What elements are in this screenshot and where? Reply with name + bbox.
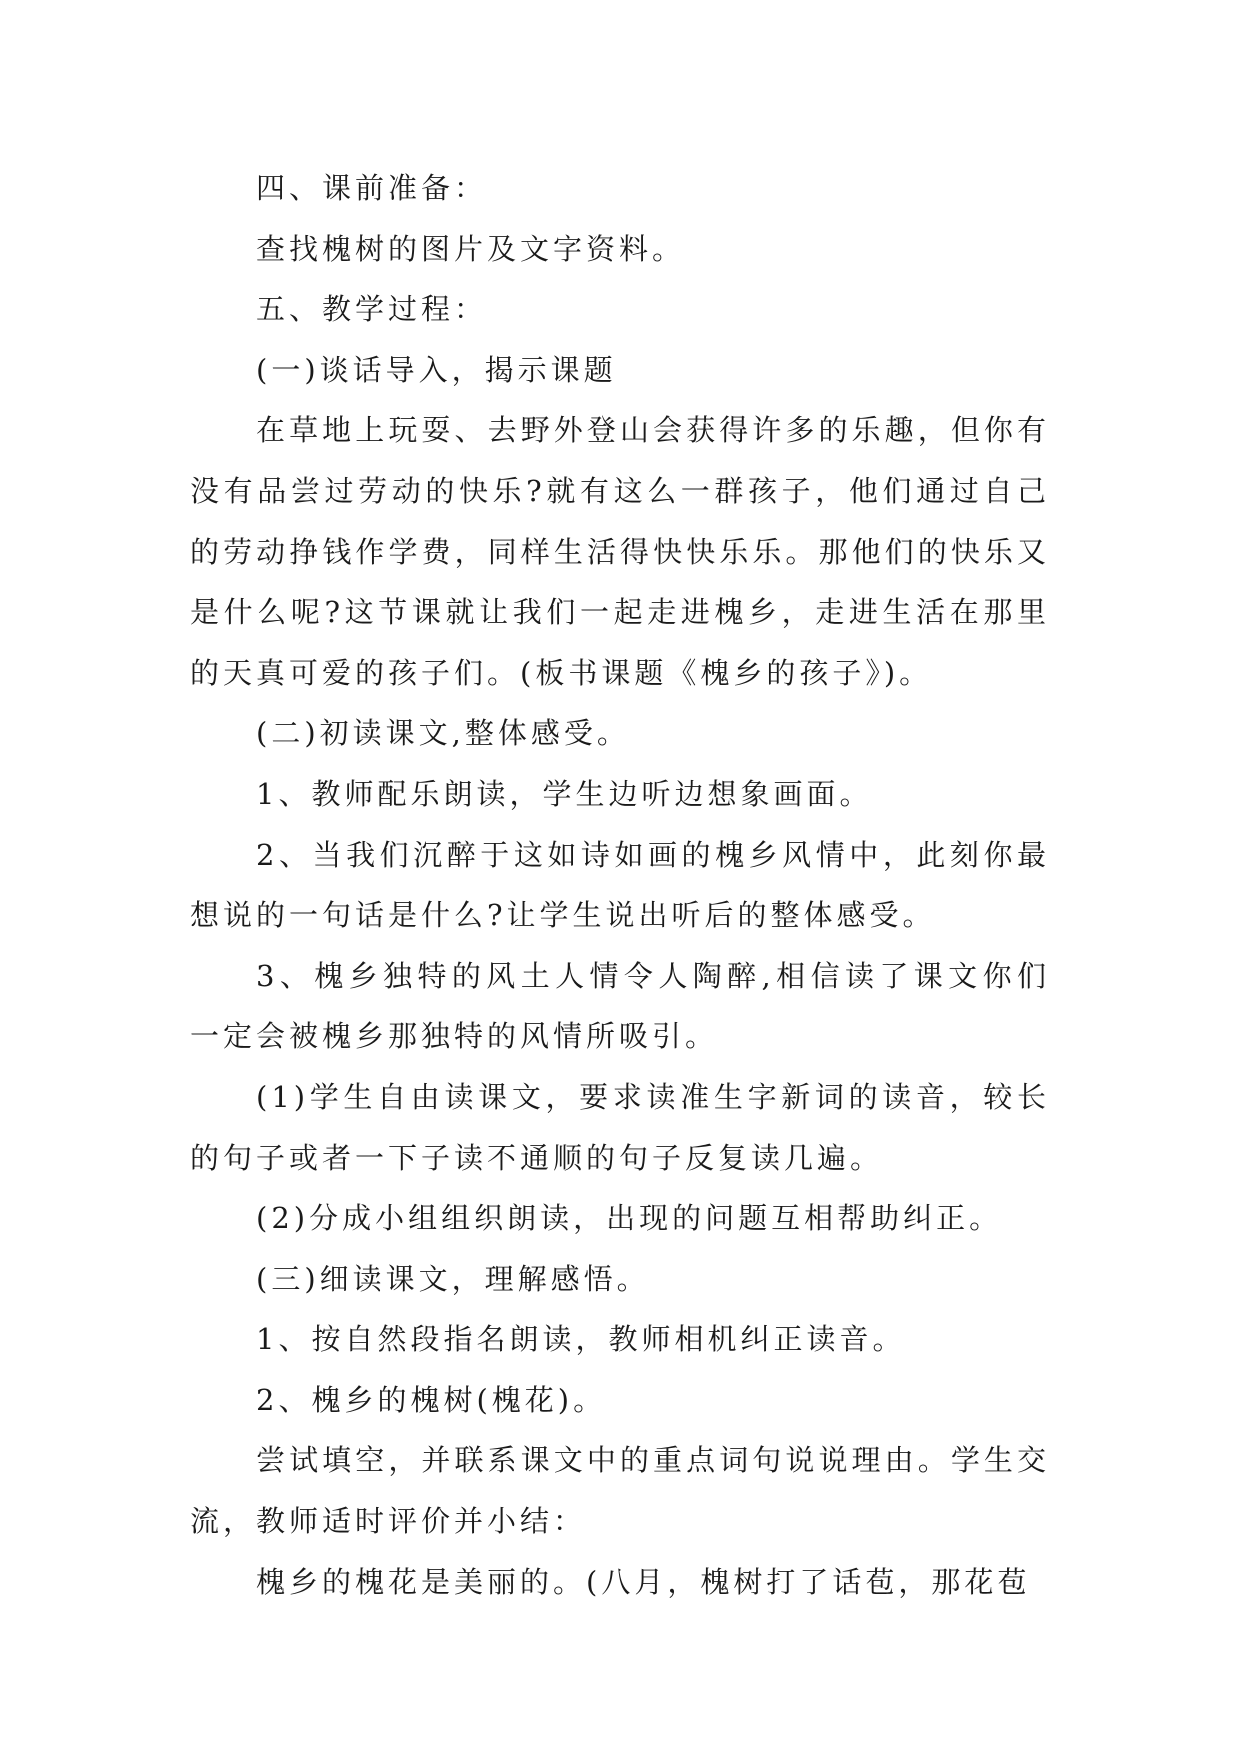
sub-item-2: (2)分成小组组织朗读，出现的问题互相帮助纠正。 <box>256 1201 1003 1236</box>
close-reading-item-2: 2、槐乡的槐树(槐花)。 <box>256 1382 607 1417</box>
list-item-2: 2、当我们沉醉于这如诗如画的槐乡风情中，此刻你最想说的一句话是什么?让学生说出听后的整体感受。 <box>190 837 1050 933</box>
document-page <box>190 158 1050 1612</box>
heading-teaching-process: 五、教学过程： <box>256 292 488 327</box>
list-item-3: 3、槐乡独特的风土人情令人陶醉,相信读了课文你们一定会被槐乡那独特的风情所吸引。 <box>190 958 1050 1054</box>
sub-item-1: (1)学生自由读课文，要求读准生字新词的读音，较长的句子或者一下子读不通顺的句子反复读几遍。 <box>190 1079 1050 1175</box>
list-item-1: 1、教师配乐朗读，学生边听边想象画面。 <box>256 776 873 811</box>
subheading-close-reading: (三)细读课文，理解感悟。 <box>256 1261 650 1296</box>
close-reading-item-1: 1、按自然段指名朗读，教师相机纠正读音。 <box>256 1322 906 1357</box>
paragraph-materials: 查找槐树的图片及文字资料。 <box>256 231 686 266</box>
paragraph-introduction: 在草地上玩耍、去野外登山会获得许多的乐趣，但你有没有品尝过劳动的快乐?就有这么一群孩子，他们通过自己的劳动挣钱作学费，同样生活得快快乐乐。那他们的快乐又是什么呢?这节课就让我们一起走进槐乡，走进生活在那里的天真可爱的孩子们。(板书课题《槐乡的孩子》)。 <box>190 413 1050 690</box>
paragraph-flowers: 槐乡的槐花是美丽的。(八月，槐树打了话苞，那花苞 <box>256 1564 1031 1599</box>
subheading-first-reading: (二)初读课文,整体感受。 <box>256 716 630 751</box>
paragraph-fill-blank: 尝试填空，并联系课文中的重点词句说说理由。学生交流，教师适时评价并小结： <box>190 1443 1050 1539</box>
heading-preparation: 四、课前准备： <box>256 171 488 205</box>
subheading-introduction: (一)谈话导入，揭示课题 <box>256 352 617 387</box>
